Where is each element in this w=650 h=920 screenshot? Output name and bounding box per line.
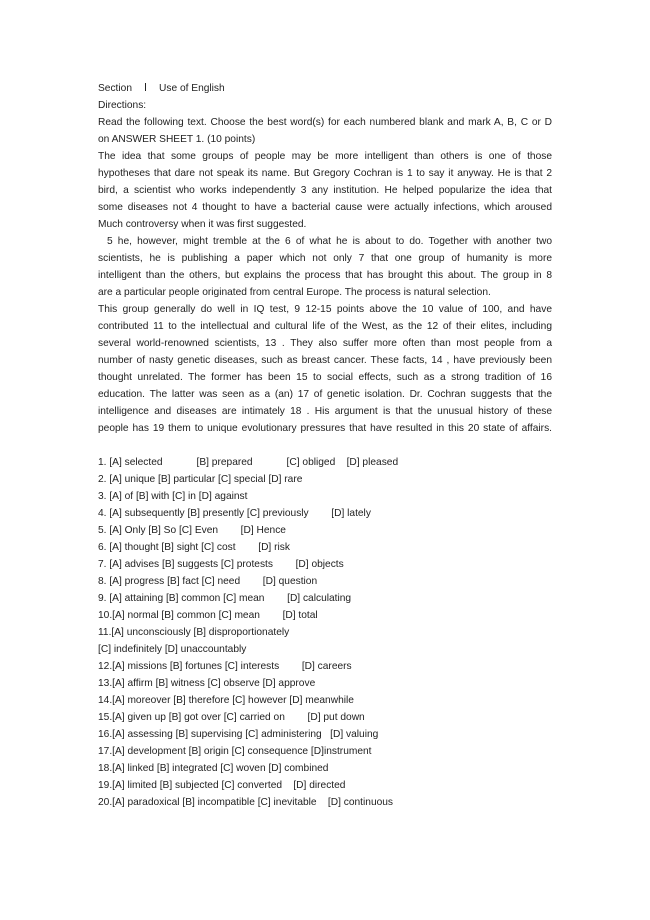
option-line: 2. [A] unique [B] particular [C] special [D] rare	[98, 474, 303, 485]
option-line: 20.[A] paradoxical [B] incompatible [C] inevitable [D] continuous	[98, 797, 394, 808]
passage-line: 5 he, however, might tremble at the 6 of what he is about to do. Together with another two	[107, 236, 552, 247]
option-line: 19.[A] limited [B] subjected [C] converted [D] directed	[98, 780, 346, 791]
option-line: 13.[A] affirm [B] witness [C] observe [D] approve	[98, 678, 316, 689]
option-line: 16.[A] assessing [B] supervising [C] administering [D] valuing	[98, 729, 379, 740]
section-label: Section	[98, 83, 132, 94]
option-line: 8. [A] progress [B] fact [C] need [D] question	[98, 576, 318, 587]
passage-line: bird, a scientist who works independently 3 any institution. He helped popularize the idea that	[98, 185, 552, 196]
passage-line: scientists, he is publishing a paper which not only 7 that one group of humanity is more	[98, 253, 552, 264]
option-line: 14.[A] moreover [B] therefore [C] however [D] meanwhile	[98, 695, 354, 706]
directions-line: on ANSWER SHEET 1. (10 points)	[98, 134, 256, 145]
passage-line: number of nasty genetic diseases, such as breast cancer. These facts, 14 , have previously been	[98, 355, 552, 366]
option-line: 4. [A] subsequently [B] presently [C] previously [D] lately	[98, 508, 371, 519]
option-line: 9. [A] attaining [B] common [C] mean [D] calculating	[98, 593, 352, 604]
passage-line: people has 19 them to unique evolutionary pressures that have resulted in this 20 state of affairs.	[98, 423, 552, 434]
passage-line: Much controversy when it was first suggested.	[98, 219, 307, 230]
passage-line: education. The latter was seen as a (an) 17 of genetic isolation. Dr. Cochran suggests that the	[98, 389, 552, 400]
answer-options-list	[98, 454, 552, 811]
passage-line: hypotheses that dare not speak its name. But Gregory Cochran is 1 to say it anyway. He is that 2	[98, 168, 552, 179]
option-line: 3. [A] of [B] with [C] in [D] against	[98, 491, 248, 502]
passage-line: thought unrelated. The former has been 15 to social effects, such as a strong tradition of 16	[98, 372, 552, 383]
option-line: 11.[A] unconsciously [B] disproportionately	[98, 627, 290, 638]
option-line: 7. [A] advises [B] suggests [C] protests [D] objects	[98, 559, 344, 570]
option-line: 15.[A] given up [B] got over [C] carried on [D] put down	[98, 712, 365, 723]
passage-line: This group generally do well in IQ test, 9 12-15 points above the 10 value of 100, and have	[98, 304, 552, 315]
spacer	[98, 437, 552, 454]
option-line: 1. [A] selected [B] prepared [C] obliged [D] pleased	[98, 457, 399, 468]
option-line: 12.[A] missions [B] fortunes [C] interests [D] careers	[98, 661, 352, 672]
option-line: 10.[A] normal [B] common [C] mean [D] total	[98, 610, 318, 621]
passage-line: several world-renowned scientists, 13 . They also suffer more often than most people from a	[98, 338, 552, 349]
passage-line: The idea that some groups of people may be more intelligent than others is one of those	[98, 151, 552, 162]
passage-line: some diseases not 4 thought to have a bacterial cause were actually infections, which aroused	[98, 202, 552, 213]
directions-line: Read the following text. Choose the best word(s) for each numbered blank and mark A, B, C or D	[98, 117, 552, 128]
section-title: Use of English	[159, 83, 225, 94]
passage-line: intelligence and diseases are intimately 18 . His argument is that the unusual history of these	[98, 406, 552, 417]
option-line: [C] indefinitely [D] unaccountably	[98, 644, 247, 655]
option-line: 17.[A] development [B] origin [C] consequence [D]instrument	[98, 746, 372, 757]
section-numeral: Ⅰ	[143, 83, 147, 94]
option-line: 6. [A] thought [B] sight [C] cost [D] risk	[98, 542, 290, 553]
passage-paragraph-2	[98, 233, 552, 301]
passage-line: are a particular people originated from central Europe. The process is natural selection.	[98, 287, 491, 298]
section-heading	[98, 80, 552, 97]
option-line: 5. [A] Only [B] So [C] Even [D] Hence	[98, 525, 286, 536]
passage-paragraph-3	[98, 301, 552, 437]
directions-label: Directions:	[98, 100, 147, 111]
passage-line: intelligent than the others, but explains the process that has brought this about. The group in 8	[98, 270, 552, 281]
passage-paragraph-1	[98, 148, 552, 233]
option-line: 18.[A] linked [B] integrated [C] woven [D] combined	[98, 763, 329, 774]
passage-line: contributed 11 to the intellectual and cultural life of the West, as the 12 of their elites, including	[98, 321, 552, 332]
